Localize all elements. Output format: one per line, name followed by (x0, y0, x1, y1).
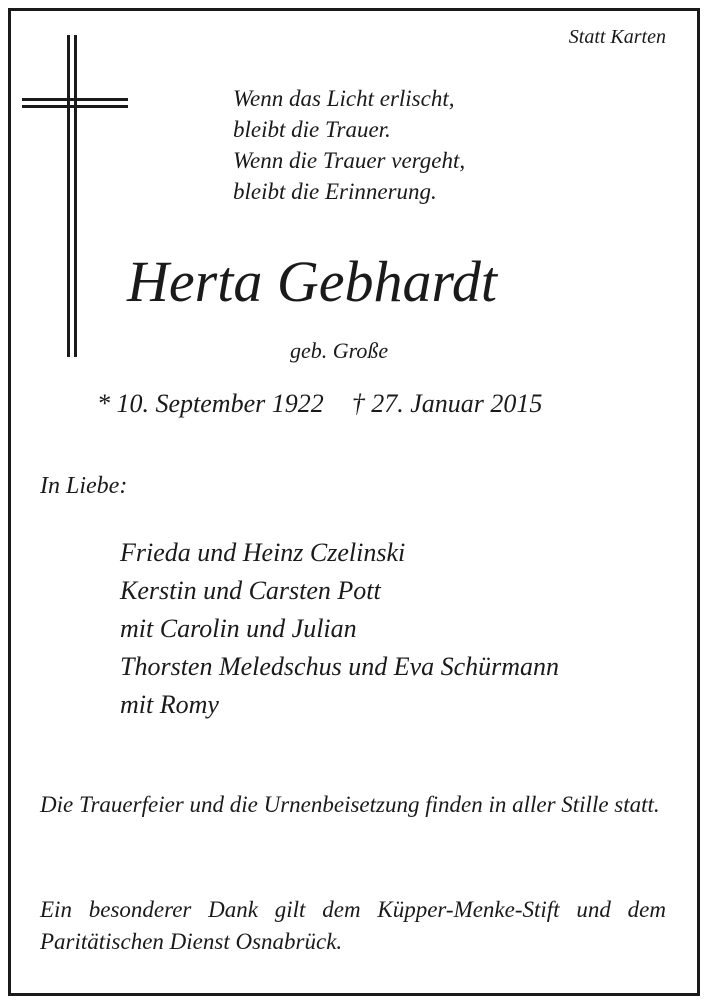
birth-date: * 10. September 1922 (97, 389, 324, 418)
mourner-list (120, 534, 559, 724)
deceased-name: Herta Gebhardt (127, 249, 497, 314)
mourner-line: Frieda und Heinz Czelinski (120, 538, 406, 567)
maiden-name: geb. Große (290, 338, 389, 363)
funeral-notice: Die Trauerfeier und die Urnenbeisetzung finden in aller Stille statt. (40, 792, 660, 817)
poem-line: Wenn die Trauer vergeht, (233, 148, 466, 173)
poem-line: Wenn das Licht erlischt, (233, 86, 455, 111)
life-dates (97, 389, 542, 419)
statt-karten-label: Statt Karten (568, 26, 666, 48)
in-liebe-label: In Liebe: (40, 473, 128, 499)
mourner-line: Thorsten Meledschus und Eva Schürmann (120, 652, 560, 681)
thanks-notice: Ein besonderer Dank gilt dem Küpper-Menke-Stift und dem Paritätischen Dienst Osnabrück. (40, 897, 666, 954)
poem (233, 83, 465, 207)
mourner-line: Kerstin und Carsten Pott (120, 576, 381, 605)
mourner-line: mit Romy (120, 690, 219, 719)
poem-line: bleibt die Erinnerung. (233, 179, 437, 204)
cross-icon (22, 35, 128, 357)
death-date: † 27. Januar 2015 (351, 389, 543, 418)
poem-line: bleibt die Trauer. (233, 117, 391, 142)
mourner-line: mit Carolin und Julian (120, 614, 357, 643)
